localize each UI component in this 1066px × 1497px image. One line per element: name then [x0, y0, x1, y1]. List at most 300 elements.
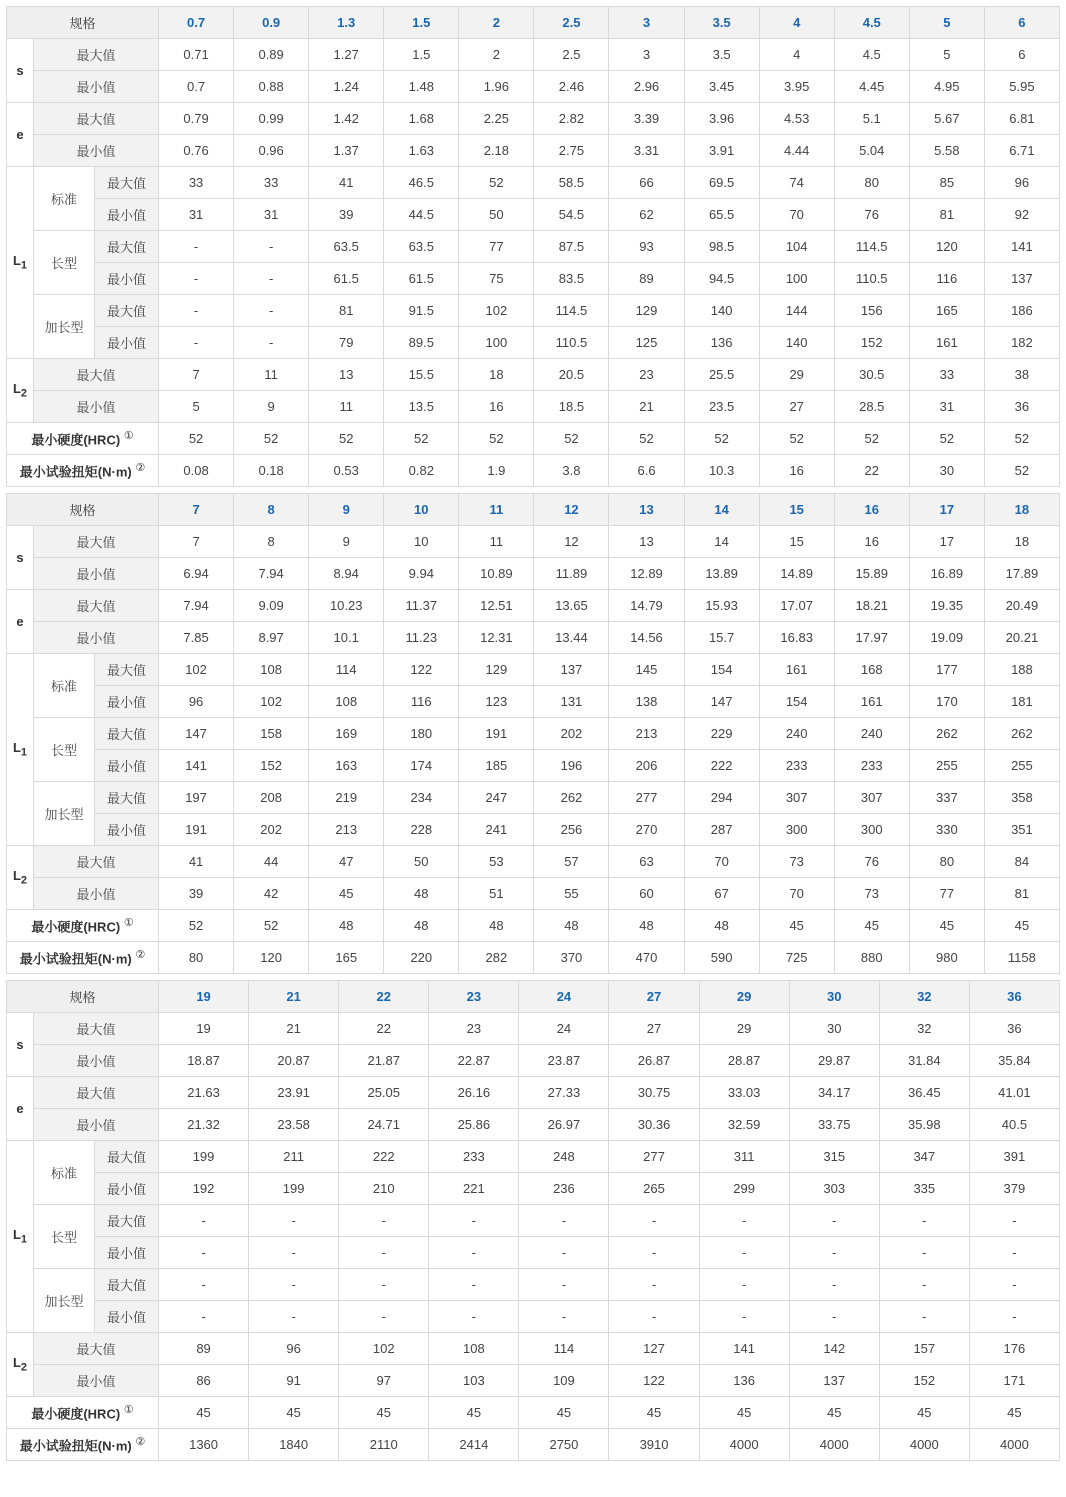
value-cell: 52: [234, 910, 309, 942]
value-cell: 116: [384, 686, 459, 718]
size-header: 18: [984, 494, 1059, 526]
value-cell: 18: [459, 359, 534, 391]
value-cell: 80: [909, 846, 984, 878]
value-cell: 30: [909, 455, 984, 487]
value-cell: 0.7: [159, 71, 234, 103]
value-cell: 358: [984, 782, 1059, 814]
value-cell: 0.99: [234, 103, 309, 135]
table-row: [7, 1429, 1060, 1461]
value-cell: 6.81: [984, 103, 1059, 135]
value-cell: 14.79: [609, 590, 684, 622]
value-cell: 277: [609, 1141, 699, 1173]
max-label: 最大值: [34, 1013, 159, 1045]
torque-label: [7, 942, 159, 974]
min-label: 最小值: [95, 1301, 159, 1333]
value-cell: 1.27: [309, 39, 384, 71]
value-cell: 18.5: [534, 391, 609, 423]
value-cell: 20.49: [984, 590, 1059, 622]
table-row: [7, 1237, 1060, 1269]
value-cell: 145: [609, 654, 684, 686]
value-cell: 70: [759, 199, 834, 231]
table-row: [7, 878, 1060, 910]
value-cell: 1.9: [459, 455, 534, 487]
value-cell: 86: [159, 1365, 249, 1397]
value-cell: 219: [309, 782, 384, 814]
value-cell: -: [429, 1205, 519, 1237]
value-cell: 7: [159, 359, 234, 391]
value-cell: 282: [459, 942, 534, 974]
size-header: 10: [384, 494, 459, 526]
value-cell: 233: [759, 750, 834, 782]
value-cell: 35.98: [879, 1109, 969, 1141]
value-cell: 98.5: [684, 231, 759, 263]
value-cell: 12: [534, 526, 609, 558]
table-row: [7, 1333, 1060, 1365]
value-cell: 22: [339, 1013, 429, 1045]
max-label: 最大值: [34, 846, 159, 878]
subgroup-label: 长型: [34, 718, 95, 782]
value-cell: 65.5: [684, 199, 759, 231]
value-cell: -: [609, 1269, 699, 1301]
value-cell: 165: [909, 295, 984, 327]
value-cell: 26.97: [519, 1109, 609, 1141]
value-cell: 208: [234, 782, 309, 814]
value-cell: 125: [609, 327, 684, 359]
subgroup-label: 长型: [34, 1205, 95, 1269]
value-cell: -: [339, 1205, 429, 1237]
min-label: 最小值: [34, 1045, 159, 1077]
value-cell: 10.23: [309, 590, 384, 622]
value-cell: 94.5: [684, 263, 759, 295]
value-cell: 30: [789, 1013, 879, 1045]
table-row: [7, 423, 1060, 455]
value-cell: 29: [699, 1013, 789, 1045]
value-cell: 102: [234, 686, 309, 718]
value-cell: 2: [459, 39, 534, 71]
value-cell: 12.51: [459, 590, 534, 622]
value-cell: 11: [234, 359, 309, 391]
value-cell: 41: [159, 846, 234, 878]
value-cell: 25.05: [339, 1077, 429, 1109]
value-cell: -: [249, 1301, 339, 1333]
value-cell: 16: [459, 391, 534, 423]
size-header: 3: [609, 7, 684, 39]
value-cell: 27: [609, 1013, 699, 1045]
value-cell: 1.63: [384, 135, 459, 167]
value-cell: 23.5: [684, 391, 759, 423]
value-cell: -: [159, 1301, 249, 1333]
size-header: 5: [909, 7, 984, 39]
value-cell: 102: [459, 295, 534, 327]
value-cell: 35.84: [969, 1045, 1059, 1077]
subgroup-label: 加长型: [34, 295, 95, 359]
value-cell: 102: [339, 1333, 429, 1365]
value-cell: 33: [234, 167, 309, 199]
value-cell: 45: [159, 1397, 249, 1429]
max-label: 最大值: [34, 359, 159, 391]
spec-header-label: 规格: [7, 494, 159, 526]
value-cell: -: [159, 295, 234, 327]
group-label: L: [12, 381, 21, 397]
value-cell: 15: [759, 526, 834, 558]
value-cell: 38: [984, 359, 1059, 391]
value-cell: 39: [159, 878, 234, 910]
value-cell: 61.5: [309, 263, 384, 295]
footnote-marker: ①: [123, 429, 134, 442]
value-cell: -: [339, 1269, 429, 1301]
hardness-label: [7, 1397, 159, 1429]
max-label: 最大值: [95, 1205, 159, 1237]
value-cell: 58.5: [534, 167, 609, 199]
value-cell: 5.58: [909, 135, 984, 167]
value-cell: 69.5: [684, 167, 759, 199]
value-cell: 34.17: [789, 1077, 879, 1109]
value-cell: 114: [519, 1333, 609, 1365]
table-row: [7, 391, 1060, 423]
group-label: L: [12, 1355, 21, 1371]
min-label: 最小值: [95, 686, 159, 718]
value-cell: 196: [534, 750, 609, 782]
value-cell: 60: [609, 878, 684, 910]
size-header: 19: [159, 981, 249, 1013]
value-cell: 142: [789, 1333, 879, 1365]
value-cell: 52: [609, 423, 684, 455]
value-cell: 108: [309, 686, 384, 718]
torque-label: [7, 455, 159, 487]
min-label: 最小值: [95, 750, 159, 782]
value-cell: 294: [684, 782, 759, 814]
value-cell: 23: [609, 359, 684, 391]
value-cell: -: [159, 327, 234, 359]
value-cell: 137: [984, 263, 1059, 295]
value-cell: 15.89: [834, 558, 909, 590]
value-cell: 10.3: [684, 455, 759, 487]
value-cell: 7.94: [234, 558, 309, 590]
table-row: [7, 71, 1060, 103]
value-cell: 77: [459, 231, 534, 263]
value-cell: 48: [609, 910, 684, 942]
value-cell: 96: [984, 167, 1059, 199]
table-row: [7, 39, 1060, 71]
value-cell: -: [969, 1301, 1059, 1333]
value-cell: 29: [759, 359, 834, 391]
min-label: 最小值: [34, 1365, 159, 1397]
value-cell: -: [339, 1301, 429, 1333]
subgroup-label: 标准: [34, 1141, 95, 1205]
value-cell: 2414: [429, 1429, 519, 1461]
value-cell: 0.71: [159, 39, 234, 71]
value-cell: 197: [159, 782, 234, 814]
value-cell: 30.5: [834, 359, 909, 391]
value-cell: 136: [684, 327, 759, 359]
value-cell: -: [699, 1205, 789, 1237]
footnote-marker: ②: [135, 1435, 146, 1448]
value-cell: 161: [759, 654, 834, 686]
value-cell: 63.5: [384, 231, 459, 263]
value-cell: 299: [699, 1173, 789, 1205]
table-row: [7, 942, 1060, 974]
value-cell: 19: [159, 1013, 249, 1045]
hardness-label-text: 最小硬度(HRC): [31, 1406, 121, 1422]
table-row: [7, 295, 1060, 327]
value-cell: 1.48: [384, 71, 459, 103]
value-cell: -: [609, 1205, 699, 1237]
value-cell: 262: [984, 718, 1059, 750]
value-cell: 1.68: [384, 103, 459, 135]
table-row: [7, 103, 1060, 135]
value-cell: 3.31: [609, 135, 684, 167]
value-cell: 17.89: [984, 558, 1059, 590]
value-cell: 87.5: [534, 231, 609, 263]
value-cell: 20.21: [984, 622, 1059, 654]
value-cell: 48: [459, 910, 534, 942]
value-cell: 16: [834, 526, 909, 558]
value-cell: 52: [459, 423, 534, 455]
table-row: [7, 686, 1060, 718]
table-row: [7, 1205, 1060, 1237]
value-cell: 41: [309, 167, 384, 199]
size-header: 4.5: [834, 7, 909, 39]
value-cell: -: [159, 231, 234, 263]
value-cell: -: [519, 1205, 609, 1237]
value-cell: 13.44: [534, 622, 609, 654]
value-cell: 23.58: [249, 1109, 339, 1141]
value-cell: 154: [759, 686, 834, 718]
value-cell: 1.5: [384, 39, 459, 71]
value-cell: 48: [309, 910, 384, 942]
value-cell: 181: [984, 686, 1059, 718]
value-cell: 96: [249, 1333, 339, 1365]
value-cell: 470: [609, 942, 684, 974]
value-cell: 0.53: [309, 455, 384, 487]
value-cell: 27.33: [519, 1077, 609, 1109]
min-label: 最小值: [34, 1109, 159, 1141]
value-cell: 277: [609, 782, 684, 814]
table-row: [7, 1365, 1060, 1397]
value-cell: 45: [339, 1397, 429, 1429]
size-header: 15: [759, 494, 834, 526]
value-cell: 191: [159, 814, 234, 846]
value-cell: 16.83: [759, 622, 834, 654]
header-row: [7, 494, 1060, 526]
value-cell: 28.87: [699, 1045, 789, 1077]
max-label: 最大值: [95, 654, 159, 686]
value-cell: 188: [984, 654, 1059, 686]
value-cell: 199: [249, 1173, 339, 1205]
value-cell: 63: [609, 846, 684, 878]
value-cell: 379: [969, 1173, 1059, 1205]
value-cell: 85: [909, 167, 984, 199]
value-cell: 19.09: [909, 622, 984, 654]
value-cell: 0.79: [159, 103, 234, 135]
group-label: L: [12, 740, 21, 756]
value-cell: 52: [984, 423, 1059, 455]
value-cell: 53: [459, 846, 534, 878]
value-cell: 25.5: [684, 359, 759, 391]
value-cell: 152: [834, 327, 909, 359]
value-cell: 2110: [339, 1429, 429, 1461]
table-row: [7, 1269, 1060, 1301]
value-cell: 144: [759, 295, 834, 327]
value-cell: 122: [609, 1365, 699, 1397]
value-cell: 152: [879, 1365, 969, 1397]
value-cell: 33: [159, 167, 234, 199]
value-cell: 337: [909, 782, 984, 814]
value-cell: 89.5: [384, 327, 459, 359]
size-header: 14: [684, 494, 759, 526]
value-cell: 84: [984, 846, 1059, 878]
value-cell: 66: [609, 167, 684, 199]
value-cell: -: [249, 1205, 339, 1237]
size-header: 29: [699, 981, 789, 1013]
value-cell: 26.16: [429, 1077, 519, 1109]
value-cell: 45: [879, 1397, 969, 1429]
value-cell: 307: [759, 782, 834, 814]
value-cell: 174: [384, 750, 459, 782]
header-row: [7, 7, 1060, 39]
max-label: 最大值: [34, 39, 159, 71]
value-cell: 14.56: [609, 622, 684, 654]
value-cell: 96: [159, 686, 234, 718]
value-cell: 116: [909, 263, 984, 295]
table-row: [7, 327, 1060, 359]
value-cell: 2750: [519, 1429, 609, 1461]
value-cell: 77: [909, 878, 984, 910]
value-cell: 8: [234, 526, 309, 558]
value-cell: 8.97: [234, 622, 309, 654]
value-cell: 80: [834, 167, 909, 199]
value-cell: -: [519, 1301, 609, 1333]
value-cell: 3.39: [609, 103, 684, 135]
value-cell: 140: [759, 327, 834, 359]
value-cell: 5: [159, 391, 234, 423]
max-label: 最大值: [34, 103, 159, 135]
value-cell: 0.88: [234, 71, 309, 103]
min-label: 最小值: [95, 814, 159, 846]
value-cell: 3.8: [534, 455, 609, 487]
value-cell: -: [789, 1269, 879, 1301]
value-cell: 70: [684, 846, 759, 878]
value-cell: 63.5: [309, 231, 384, 263]
value-cell: 170: [909, 686, 984, 718]
value-cell: 233: [429, 1141, 519, 1173]
value-cell: 16.89: [909, 558, 984, 590]
table-row: [7, 199, 1060, 231]
group-L1: [7, 167, 34, 359]
value-cell: 11: [309, 391, 384, 423]
value-cell: 152: [234, 750, 309, 782]
value-cell: 0.89: [234, 39, 309, 71]
value-cell: 52: [534, 423, 609, 455]
value-cell: 45: [429, 1397, 519, 1429]
value-cell: 91.5: [384, 295, 459, 327]
value-cell: 0.18: [234, 455, 309, 487]
value-cell: -: [234, 327, 309, 359]
value-cell: 2.5: [534, 39, 609, 71]
value-cell: 2.75: [534, 135, 609, 167]
value-cell: 52: [234, 423, 309, 455]
value-cell: 110.5: [534, 327, 609, 359]
value-cell: 213: [609, 718, 684, 750]
table-row: [7, 526, 1060, 558]
value-cell: 15.5: [384, 359, 459, 391]
value-cell: 52: [834, 423, 909, 455]
value-cell: 23.87: [519, 1045, 609, 1077]
value-cell: -: [879, 1237, 969, 1269]
min-label: 最小值: [34, 135, 159, 167]
spec-header-label: 规格: [7, 981, 159, 1013]
value-cell: 45: [519, 1397, 609, 1429]
value-cell: 287: [684, 814, 759, 846]
min-label: 最小值: [34, 71, 159, 103]
size-header: 11: [459, 494, 534, 526]
value-cell: 45: [759, 910, 834, 942]
value-cell: 311: [699, 1141, 789, 1173]
table-row: [7, 750, 1060, 782]
value-cell: 156: [834, 295, 909, 327]
value-cell: 202: [534, 718, 609, 750]
group-subscript: 2: [20, 1361, 28, 1374]
value-cell: 26.87: [609, 1045, 699, 1077]
value-cell: 108: [429, 1333, 519, 1365]
table-row: [7, 1173, 1060, 1205]
value-cell: 46.5: [384, 167, 459, 199]
size-header: 12: [534, 494, 609, 526]
value-cell: 129: [609, 295, 684, 327]
group-L2: [7, 359, 34, 423]
value-cell: 158: [234, 718, 309, 750]
table-row: [7, 455, 1060, 487]
group-subscript: 1: [20, 746, 28, 759]
min-label: 最小值: [95, 1237, 159, 1269]
value-cell: 3: [609, 39, 684, 71]
value-cell: 31: [234, 199, 309, 231]
table-row: [7, 1109, 1060, 1141]
group-s: s: [7, 39, 34, 103]
value-cell: -: [969, 1269, 1059, 1301]
hardness-label: [7, 910, 159, 942]
value-cell: 44.5: [384, 199, 459, 231]
subgroup-label: 加长型: [34, 782, 95, 846]
max-label: 最大值: [95, 718, 159, 750]
value-cell: 23.91: [249, 1077, 339, 1109]
value-cell: -: [519, 1269, 609, 1301]
value-cell: 161: [909, 327, 984, 359]
value-cell: 5.95: [984, 71, 1059, 103]
value-cell: 2.25: [459, 103, 534, 135]
value-cell: 21: [609, 391, 684, 423]
value-cell: 307: [834, 782, 909, 814]
table-row: [7, 1045, 1060, 1077]
value-cell: 44: [234, 846, 309, 878]
value-cell: 186: [984, 295, 1059, 327]
min-label: 最小值: [34, 391, 159, 423]
table-row: [7, 1397, 1060, 1429]
value-cell: 70: [759, 878, 834, 910]
value-cell: 255: [984, 750, 1059, 782]
group-subscript: 1: [20, 259, 28, 272]
value-cell: 241: [459, 814, 534, 846]
value-cell: 92: [984, 199, 1059, 231]
value-cell: -: [609, 1301, 699, 1333]
value-cell: -: [969, 1205, 1059, 1237]
value-cell: 240: [759, 718, 834, 750]
value-cell: 67: [684, 878, 759, 910]
value-cell: 21.87: [339, 1045, 429, 1077]
value-cell: 61.5: [384, 263, 459, 295]
value-cell: 177: [909, 654, 984, 686]
value-cell: 89: [609, 263, 684, 295]
